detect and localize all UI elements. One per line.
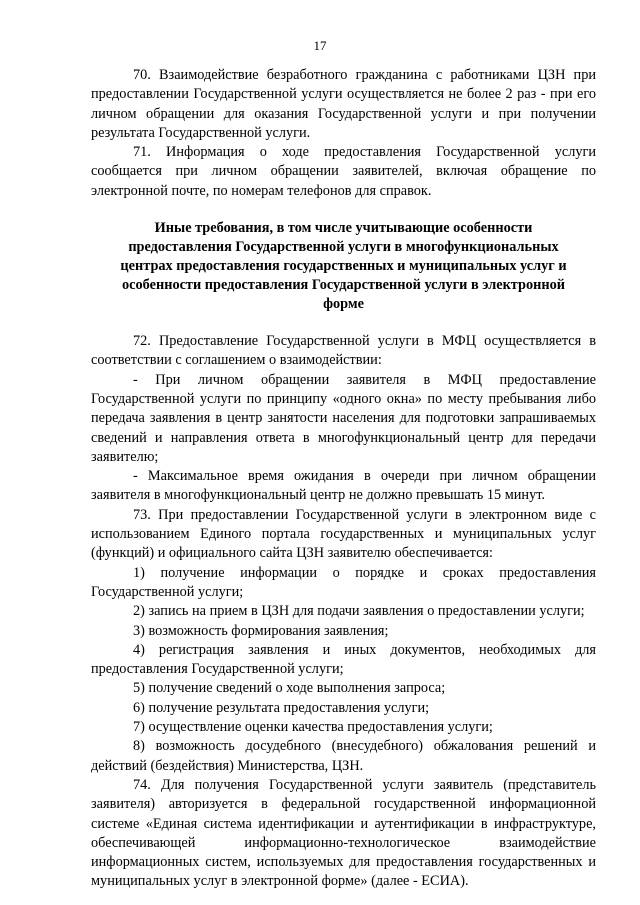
list-item-3: 3) возможность формирования заявления;	[133, 622, 389, 639]
section-heading: Иные требования, в том числе учитывающие особенности предоставления Государственной услуги в многофункциональных центрах предоставления государственных и муниципальных услуг и особенности предоставления Государственной услуги в электронной форме	[120, 220, 567, 313]
document-body	[91, 66, 596, 892]
list-item-7: 7) осуществление оценки качества предоставления услуги;	[133, 719, 493, 736]
list-item-mfc-single-window: - При личном обращении заявителя в МФЦ предоставление Государственной услуги по принципу «одного окна» по месту пребывания либо передача заявления в центр занятости населения для подготовки запрашиваемых сведений и направления ответа в многофункциональный центр для передачи заявителю;	[91, 371, 596, 465]
list-item-2: 2) запись на прием в ЦЗН для подачи заявления о предоставлении услуги;	[133, 603, 585, 620]
list-item-8: 8) возможность досудебного (внесудебного) обжалования решений и действий (бездействия) Министерства, ЦЗН.	[91, 738, 596, 774]
list-item-4: 4) регистрация заявления и иных документов, необходимых для предоставления Государственной услуги;	[91, 641, 596, 678]
list-item-5: 5) получение сведений о ходе выполнения запроса;	[133, 680, 446, 697]
page-number: 17	[313, 38, 327, 53]
list-item-1: 1) получение информации о порядке и сроках предоставления Государственной услуги;	[91, 564, 596, 600]
paragraph-74: 74. Для получения Государственной услуги заявитель (представитель заявителя) авторизуется в федеральной государственной информационной системе «Единая система идентификации и аутентификации в инфраструктуре, обеспечивающей информационно-технологическое взаимодействие информационных систем, используемых для предоставления государственных и муниципальных услуг в электронной форме» (далее - ЕСИА).	[91, 776, 596, 890]
paragraph-71: 71. Информация о ходе предоставления Государственной услуги сообщается при личном обращении заявителей, включая обращение по электронной почте, по номерам телефонов для справок.	[91, 144, 596, 199]
list-item-mfc-wait-time: - Максимальное время ожидания в очереди при личном обращении заявителя в многофункциональный центр не должно превышать 15 минут.	[91, 468, 596, 504]
paragraph-73: 73. При предоставлении Государственной услуги в электронном виде с использованием Единого портала государственных и муниципальных услуг (функций) и официального сайта ЦЗН заявителю обеспечивается:	[91, 506, 596, 562]
paragraph-72: 72. Предоставление Государственной услуги в МФЦ осуществляется в соответствии с соглашением о взаимодействии:	[91, 333, 596, 369]
paragraph-70: 70. Взаимодействие безработного гражданина с работниками ЦЗН при предоставлении Государственной услуги осуществляется не более 2 раз - при его личном обращении для оказания Государственной услуги и при получении результата Государственной услуги.	[91, 67, 596, 141]
list-item-6: 6) получение результата предоставления услуги;	[133, 699, 430, 716]
